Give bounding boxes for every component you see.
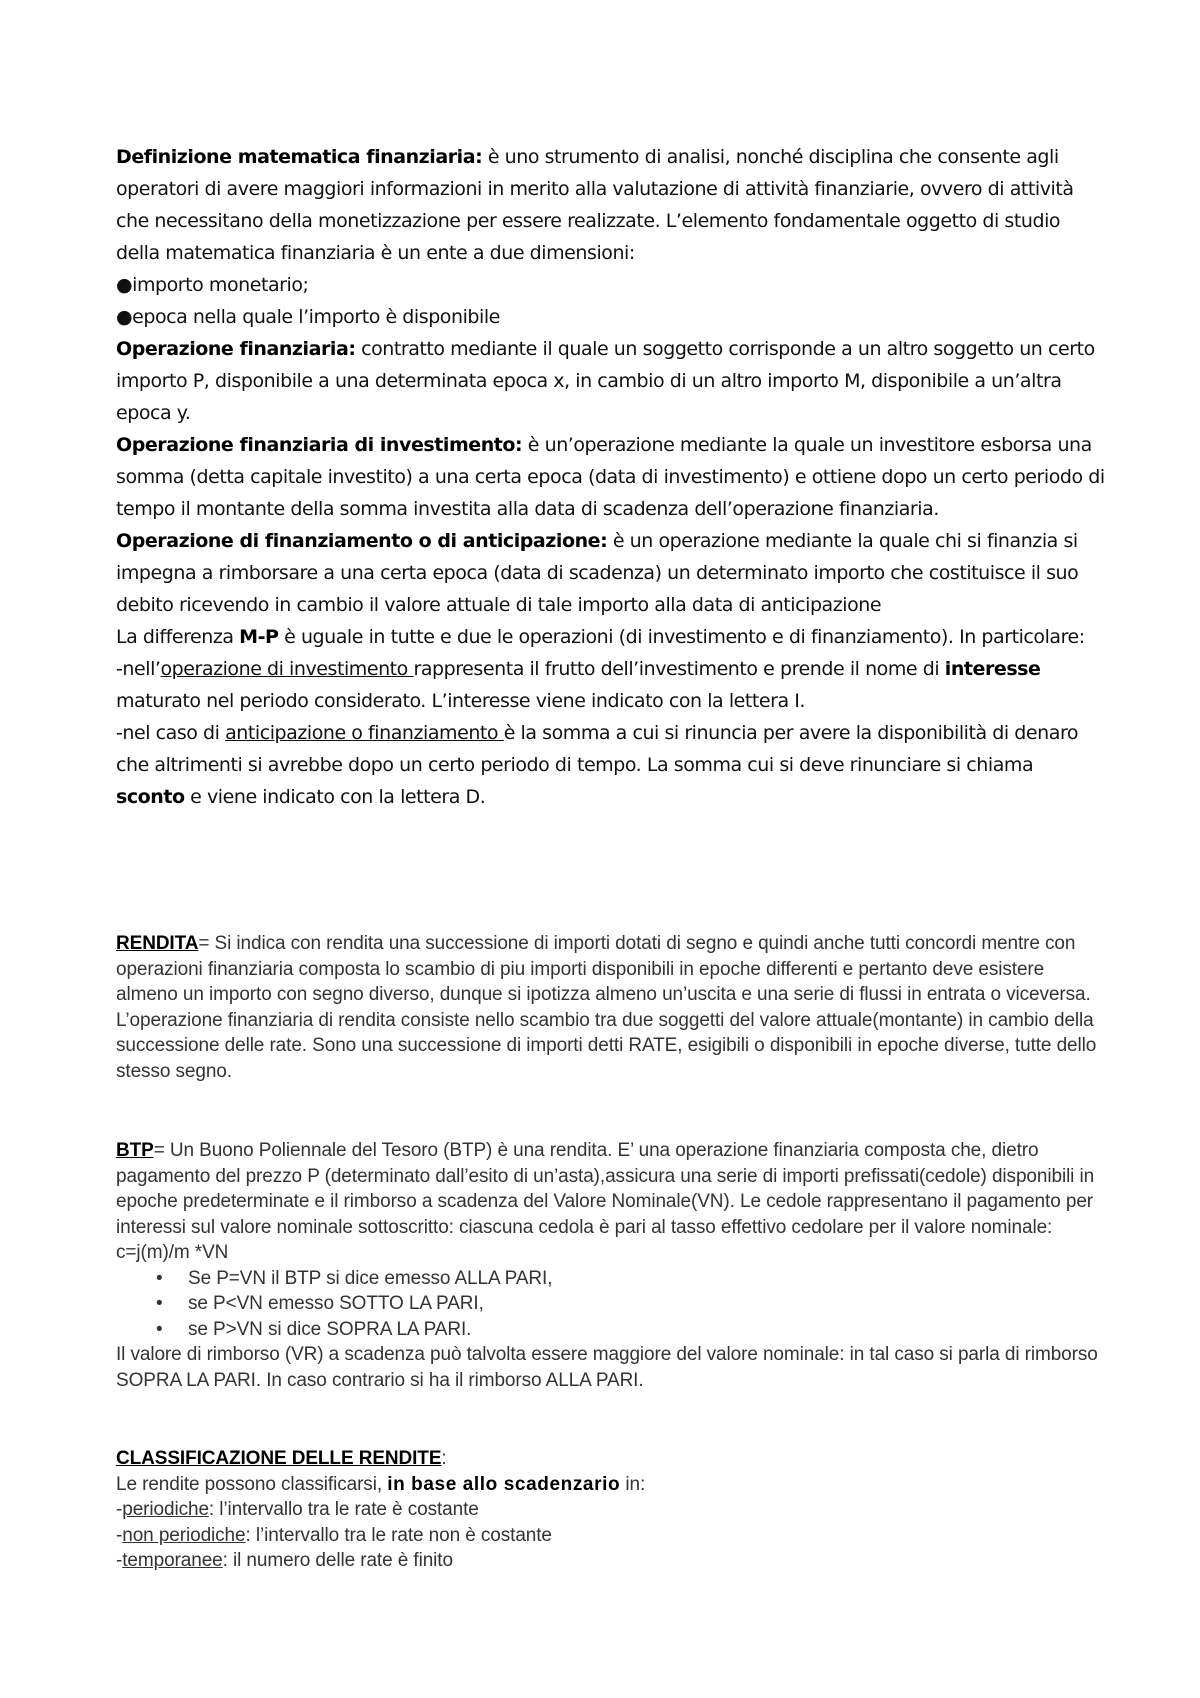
interesse-term: interesse: [944, 658, 1041, 680]
calibri-section: [116, 141, 1106, 813]
classificazione-title: CLASSIFICAZIONE DELLE RENDITE: [116, 1448, 442, 1469]
classificazione-section: [116, 1446, 1106, 1574]
btp-section: [116, 1138, 1106, 1393]
list-item: [116, 1523, 1106, 1549]
nell-pre: -nell’: [116, 658, 161, 680]
nell-paragraph: [116, 653, 1106, 717]
btp-paragraph: [116, 1138, 1106, 1266]
dash: -: [116, 1550, 123, 1571]
term-periodiche: periodiche: [122, 1499, 209, 1520]
rendita-paragraph: [116, 931, 1106, 1008]
btp-text: = Un Buono Poliennale del Tesoro (BTP) è una rendita. E’ una operazione finanziaria composta che, dietro pagamento del prezzo P (determinato dall’esito di un’asta),assicura una serie di importi prefissati(cedole) disponibili in epoche predeterminate e il rimborso a scadenza del Valore Nominale(VN). Le cedole rappresentano il pagamento per interessi sul valore nominale sottoscritto: ciascuna cedola è pari al tasso effettivo cedolare per il valore nominale: c=j(m)/m *VN: [116, 1140, 1095, 1263]
nelcaso-pre: -nel caso di: [116, 722, 226, 744]
list-item: [116, 1497, 1106, 1523]
investimento-paragraph: [116, 429, 1106, 525]
nelcaso-post: e viene indicato con la lettera D.: [184, 786, 486, 808]
list-item: [116, 1548, 1106, 1574]
finanziamento-paragraph: [116, 525, 1106, 621]
operazione-paragraph: [116, 333, 1106, 429]
bullet-importo: ●importo monetario;: [116, 274, 309, 296]
dash: -: [116, 1499, 123, 1520]
investimento-label: Operazione finanziaria di investimento:: [116, 434, 523, 456]
definizione-text: è uno strumento di analisi, nonché disciplina che consente agli operatori di avere maggiori informazioni in merito alla valutazione di attività finanziarie, ovvero di attività che necessitano della monetizzazione per essere realizzate. L’elemento fondamentale oggetto di studio della matematica finanziaria è un ente a due dimensioni:: [116, 146, 1074, 264]
differenza-mp: M-P: [239, 626, 279, 648]
definizione-paragraph: [116, 141, 1106, 269]
bullet-icon: •: [156, 1318, 163, 1340]
intro-pre: Le rendite possono classificarsi,: [116, 1473, 388, 1495]
operazione-text: contratto mediante il quale un soggetto corrisponde a un altro soggetto un certo importo P, disponibile a una determinata epoca x, in cambio di un altro importo M, disponibile a un’altra epoca y.: [116, 338, 1095, 424]
rendita-paragraph-2: L’operazione finanziaria di rendita consiste nello scambio tra due soggetti del valore attuale(montante) in cambio della successione delle rate. Sono una successione di importi detti RATE, esigibili o disponibili in epoche diverse, tutte dello stesso segno.: [116, 1009, 1097, 1082]
differenza-post: è uguale in tutte e due le operazioni (di investimento e di finanziamento). In particolare:: [278, 626, 1085, 648]
intro-post: in:: [620, 1473, 646, 1495]
list-item: [116, 1266, 1106, 1292]
btp-item-text: se P>VN si dice SOPRA LA PARI.: [188, 1318, 472, 1340]
nelcaso-mid: è la somma a cui si rinuncia per avere la disponibilità di denaro che altrimenti si avrebbe dopo un certo periodo di tempo. La somma cui si deve rinunciare si chiama: [116, 722, 1079, 776]
definizione-label: Definizione matematica finanziaria:: [116, 146, 483, 168]
rendita-text: = Si indica con rendita una successione di importi dotati di segno e quindi anche tutti concordi mentre con operazioni finanziaria composta lo scambio di piu importi disponibili in epoche differenti e pertanto deve esistere almeno un importo con segno diverso, dunque si ipotizza almeno un’uscita e una serie di flussi in entrata o viceversa.: [116, 933, 1091, 1005]
list-item: [116, 1317, 1106, 1343]
bullet-icon: •: [156, 1293, 163, 1314]
btp-list: [116, 1266, 1106, 1343]
differenza-pre: La differenza: [116, 626, 240, 648]
nelcaso-paragraph: [116, 717, 1106, 813]
nelcaso-underlined: anticipazione o finanziamento: [225, 722, 504, 744]
term-desc: : l’intervallo tra le rate è costante: [208, 1499, 479, 1520]
bullet-icon: •: [156, 1267, 163, 1289]
term-desc: : il numero delle rate è finito: [222, 1550, 453, 1571]
btp-label: BTP: [116, 1140, 154, 1161]
rendita-section: [116, 931, 1106, 1084]
btp-rimborso-paragraph: Il valore di rimborso (VR) a scadenza può talvolta essere maggiore del valore nominale: in tal caso si parla di rimborso SOPRA LA PARI. In caso contrario si ha il rimborso ALLA PARI.: [116, 1344, 1098, 1391]
classificazione-intro: [116, 1472, 1106, 1498]
sconto-term: sconto: [116, 786, 185, 808]
rendita-label: RENDITA: [116, 933, 199, 954]
nell-mid: rappresenta il frutto dell’investimento e prende il nome di: [413, 658, 945, 680]
differenza-paragraph: [116, 621, 1106, 653]
classificazione-colon: :: [441, 1448, 447, 1469]
list-item: [116, 1291, 1106, 1317]
finanziamento-text: è un operazione mediante la quale chi si finanzia si impegna a rimborsare a una certa epoca (data di scadenza) un determinato importo che costituisce il suo debito ricevendo in cambio il valore attuale di tale importo alla data di anticipazione: [116, 530, 1079, 616]
investimento-text: è un’operazione mediante la quale un investitore esborsa una somma (detta capitale investito) a una certa epoca (data di investimento) e ottiene dopo un certo periodo di tempo il montante della somma investita alla data di scadenza dell’operazione finanziaria.: [116, 434, 1105, 520]
operazione-label: Operazione finanziaria:: [116, 338, 356, 360]
dash: -: [116, 1524, 123, 1546]
nell-post: maturato nel periodo considerato. L’interesse viene indicato con la lettera I.: [116, 690, 806, 712]
finanziamento-label: Operazione di finanziamento o di anticipazione:: [116, 530, 608, 552]
btp-item-text: Se P=VN il BTP si dice emesso ALLA PARI,: [188, 1267, 553, 1289]
term-temporanee: temporanee: [122, 1550, 223, 1571]
btp-item-text: se P<VN emesso SOTTO LA PARI,: [188, 1293, 484, 1314]
term-desc: : l’intervallo tra le rate non è costante: [245, 1524, 552, 1546]
classificazione-heading: [116, 1446, 1106, 1472]
term-non-periodiche: non periodiche: [122, 1524, 246, 1546]
nell-underlined: operazione di investimento: [160, 658, 414, 680]
intro-bold: in base allo scadenzario: [387, 1473, 621, 1495]
bullet-epoca: ●epoca nella quale l’importo è disponibile: [116, 306, 500, 328]
